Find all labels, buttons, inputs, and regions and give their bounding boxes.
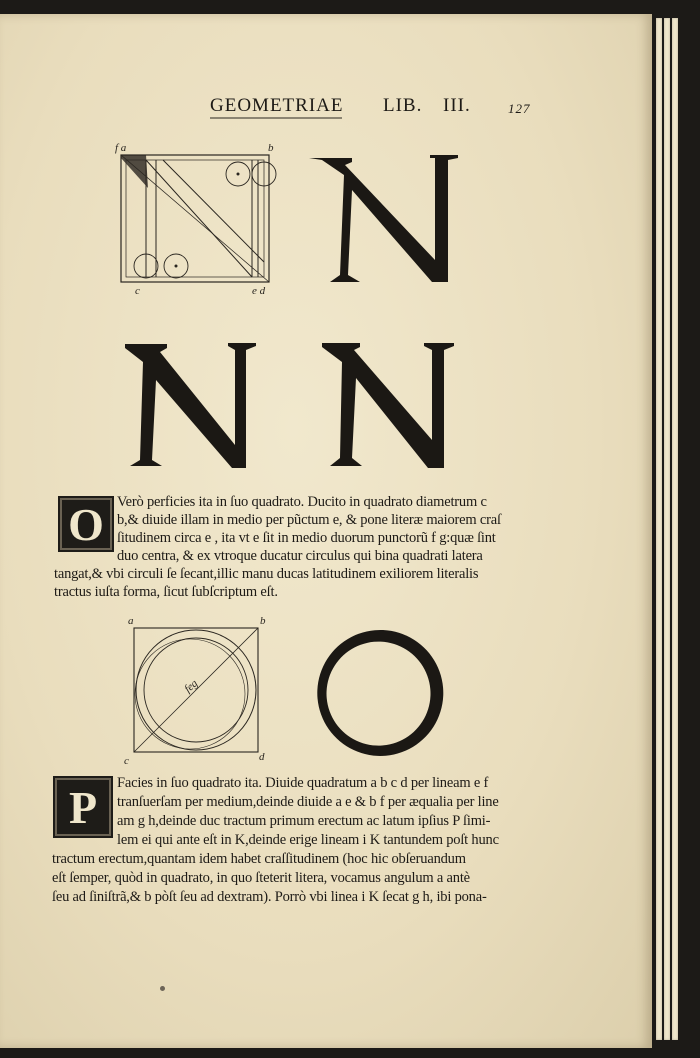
paragraph-p-line-5: tractum erectum,quantam idem habet craſſitudinem (hoc hic obſeruandum bbox=[52, 851, 466, 867]
paragraph-n-line-3: ſitudinem circa e , ita vt e ſit in medio duorum punctorũ f g:quæ ſint bbox=[117, 530, 496, 546]
label-b: b bbox=[268, 142, 274, 154]
header-book: LIB. bbox=[383, 95, 423, 116]
paragraph-p-line-6: eſt ſemper, quòd in quadrato, in quo ſteterit litera, vocamus angulum a antè bbox=[52, 870, 470, 886]
paragraph-n-line-2: b,& diuide illam in medio per pũctum e, & pone literæ maiorem craſ bbox=[117, 512, 501, 528]
label-ed: e d bbox=[252, 285, 266, 297]
paragraph-p-line-1: Facies in ſuo quadrato ita. Diuide quadratum a b c d per lineam e f bbox=[117, 775, 489, 791]
label-fa: f a bbox=[115, 142, 127, 154]
label-a: a bbox=[128, 615, 134, 627]
paragraph-n-line-6: tractus iuſta forma, ſicut ſubſcriptum eſt. bbox=[54, 584, 278, 600]
label-c2: c bbox=[124, 755, 129, 767]
label-d: d bbox=[259, 751, 265, 763]
paragraph-p-line-2: tranſuerſam per medium,deinde diuide a e & b f per æqualia per line bbox=[117, 794, 499, 810]
paragraph-p-line-4: lem ei qui ante eſt in K,deinde erige lineam i K tantundem poſt hunc bbox=[117, 832, 499, 848]
page-number: 127 bbox=[508, 101, 531, 116]
ink-spot bbox=[160, 986, 165, 991]
decorated-initial-o: O bbox=[58, 496, 114, 552]
paragraph-n-line-4: duo centra, & ex vtroque ducatur circulus qui bina quadrati latera bbox=[117, 548, 483, 564]
header-book-number: III. bbox=[443, 95, 471, 116]
label-b2: b bbox=[260, 615, 266, 627]
paragraph-n-line-5: tangat,& vbi circuli ſe ſecant,illic manu ducas latitudinem exiliorem literalis bbox=[54, 566, 479, 582]
paragraph-n-line-1: Verò perficies ita in ſuo quadrato. Ducito in quadrato diametrum c bbox=[117, 494, 487, 510]
paragraph-p-line-3: am g h,deinde duc tractum primum erectum ac latum ipſius P ſimi- bbox=[117, 813, 491, 829]
label-c: c bbox=[135, 285, 140, 297]
label-feg: feg bbox=[182, 677, 201, 696]
decorated-initial-p: P bbox=[53, 776, 113, 838]
header-title: GEOMETRIAE bbox=[210, 95, 344, 116]
paragraph-p-line-7: ſeu ad ſiniſtrã,& b pòſt ſeu ad dextram). Porrò vbi linea i K ſecat g h, ibi pona- bbox=[52, 889, 487, 905]
